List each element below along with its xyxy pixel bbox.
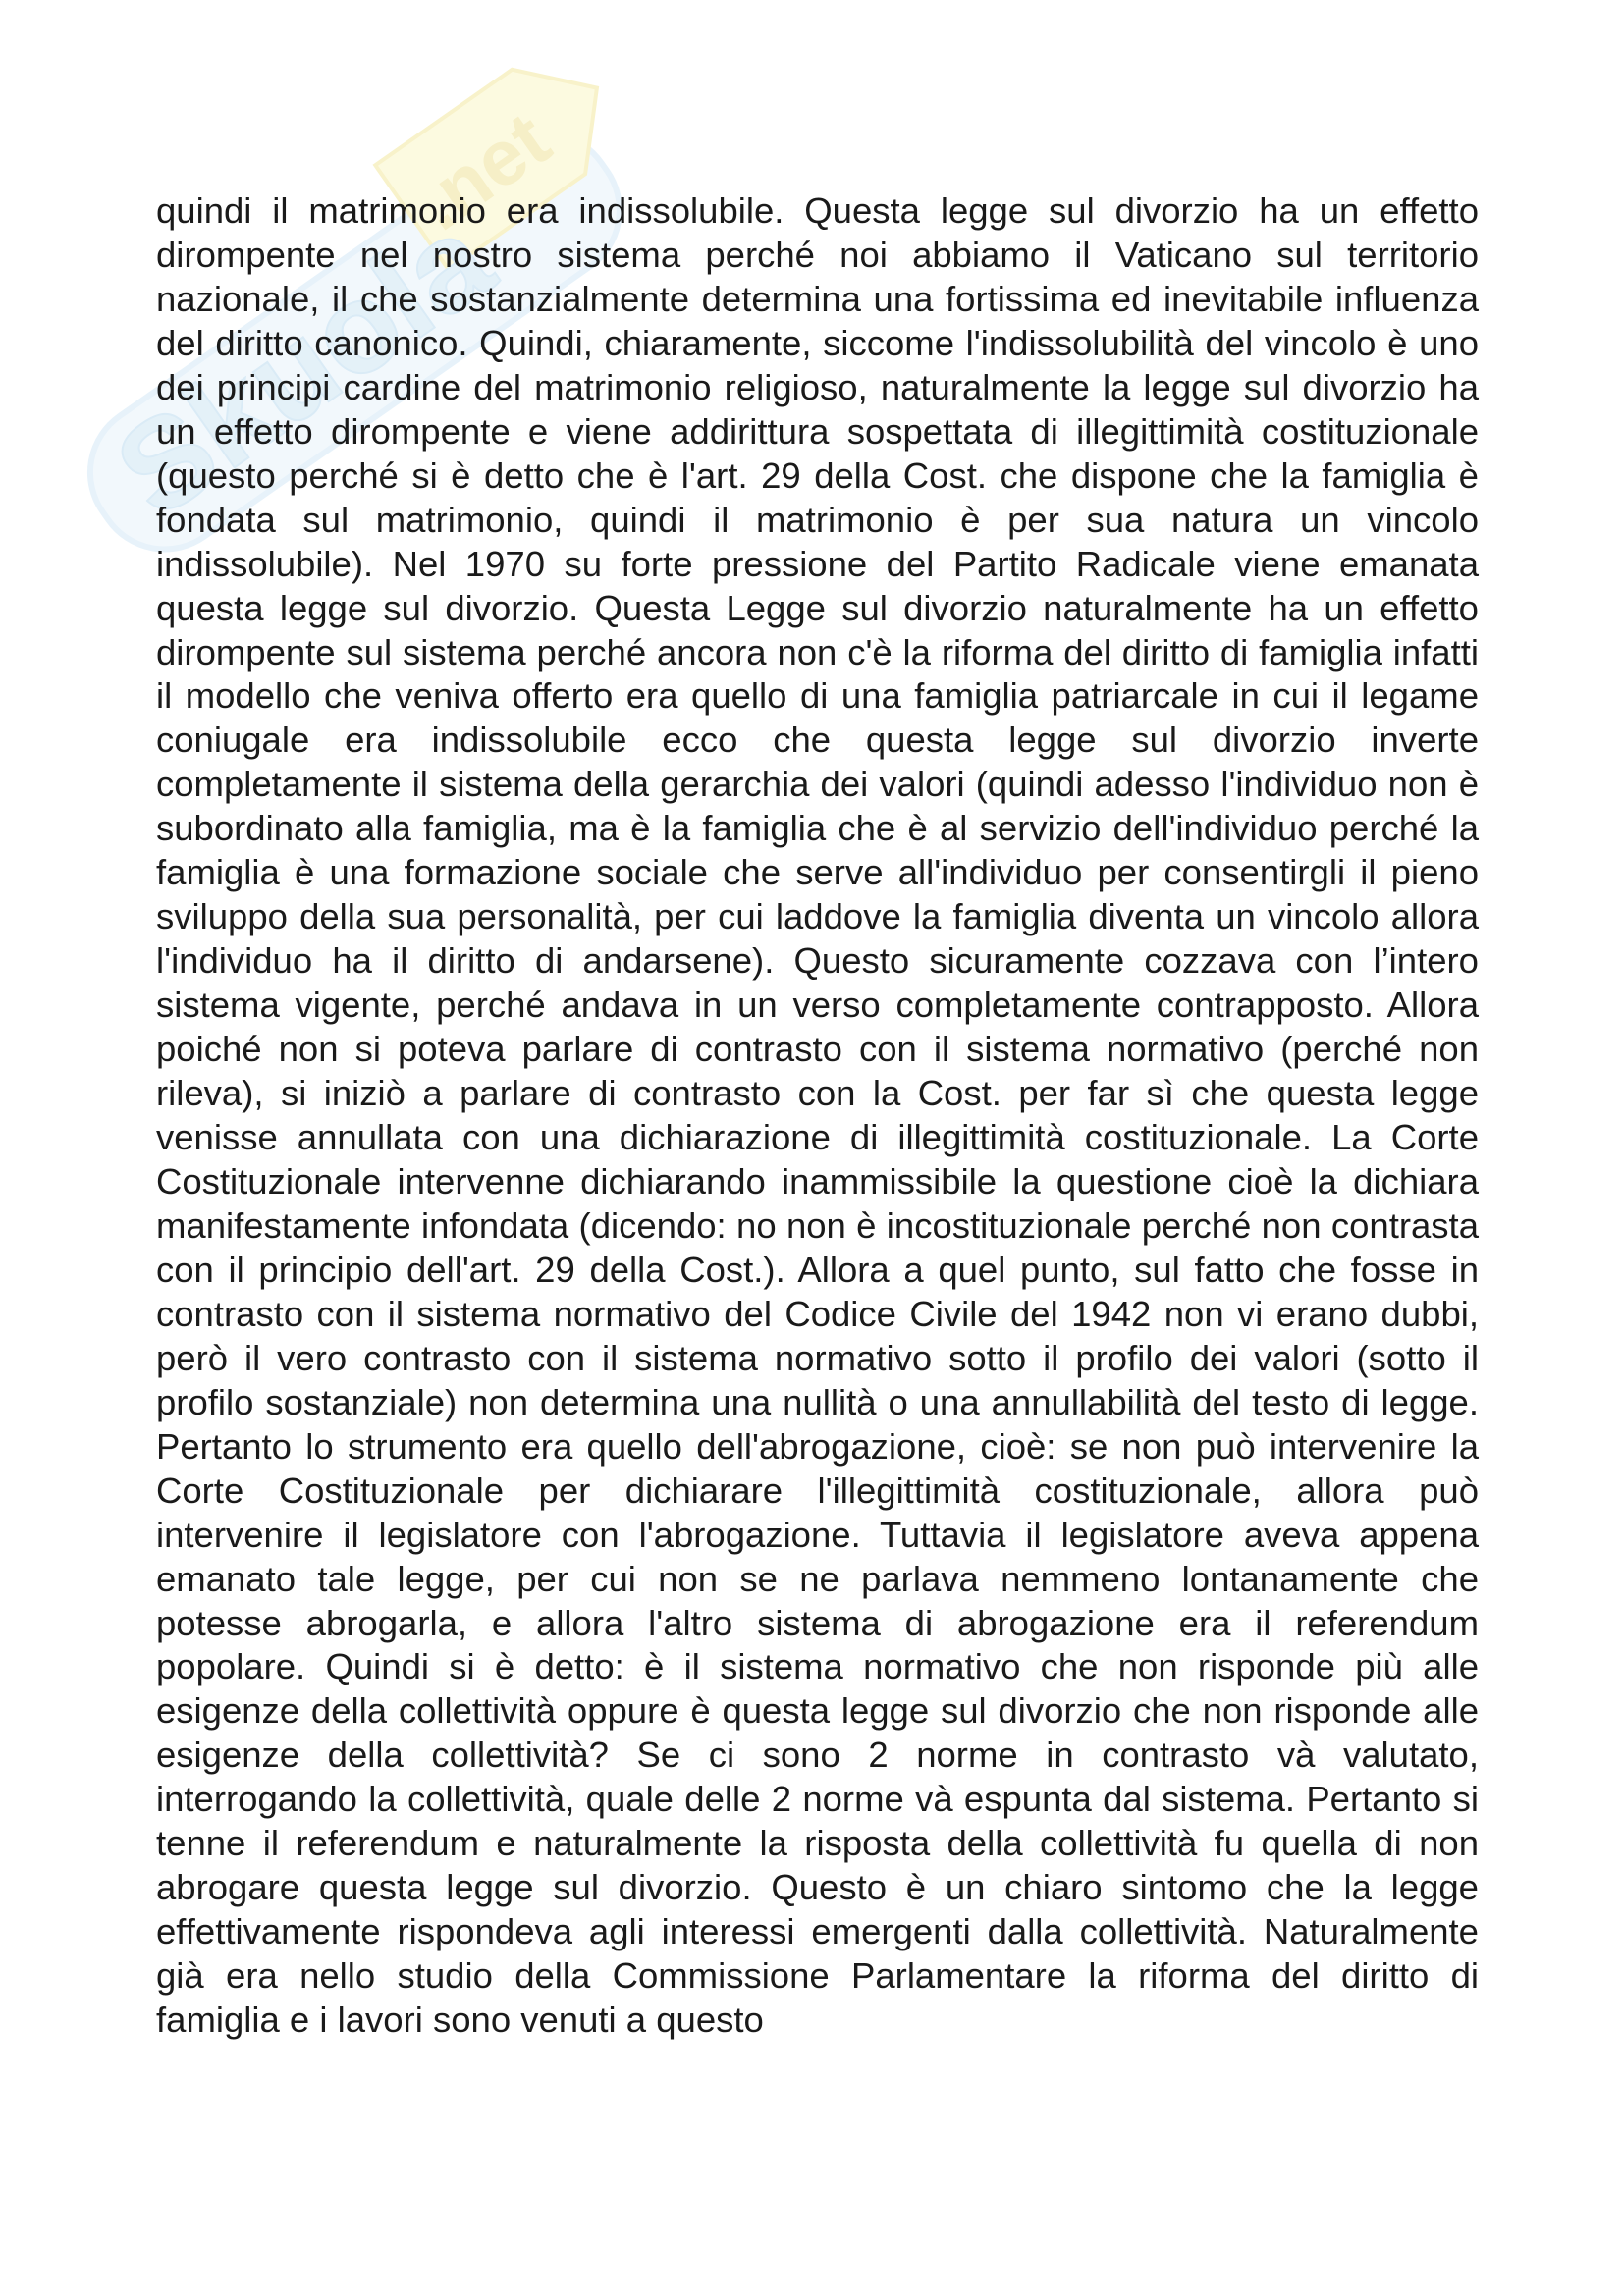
svg-text:.net: .net bbox=[400, 94, 566, 247]
body-paragraph: quindi il matrimonio era indissolubile. Questa legge sul divorzio ha un effetto dirompente nel nostro sistema perché noi abbiamo il Vaticano sul territorio nazionale, il che sostanzialmente determina una fortissima ed inevitabile influenza del diritto canonico. Quindi, chiaramente, siccome l'indissolubilità del vincolo è uno dei principi cardine del matrimonio religioso, naturalmente la legge sul divorzio ha un effetto dirompente e viene addirittura sospettata di illegittimità costituzionale (questo perché si è detto che è l'art. 29 della Cost. che dispone che la famiglia è fondata sul matrimonio, quindi il matrimonio è per sua natura un vincolo indissolubile). Nel 1970 su forte pressione del Partito Radicale viene emanata questa legge sul divorzio. Questa Legge sul divorzio naturalmente ha un effetto dirompente sul sistema perché ancora non c'è la riforma del diritto di famiglia infatti il modello che veniva offerto era quello di una famiglia patriarcale in cui il legame coniugale era indissolubile ecco che questa legge sul divorzio inverte completamente il sistema della gerarchia dei valori (quindi adesso l'individuo non è subordinato alla famiglia, ma è la famiglia che è al servizio dell'individuo perché la famiglia è una formazione sociale che serve all'individuo per consentirgli il pieno sviluppo della sua personalità, per cui laddove la famiglia diventa un vincolo allora l'individuo ha il diritto di andarsene). Questo sicuramente cozzava con l’intero sistema vigente, perché andava in un verso completamente contrapposto. Allora poiché non si poteva parlare di contrasto con il sistema normativo (perché non rileva), si iniziò a parlare di contrasto con la Cost. per far sì che questa legge venisse annullata con una dichiarazione di illegittimità costituzionale. La Corte Costituzionale intervenne dichiarando inammissibile la questione cioè la dichiara manifestamente infondata (dicendo: no non è incostituzionale perché non contrasta con il principio dell'art. 29 della Cost.). Allora a quel punto, sul fatto che fosse in contrasto con il sistema normativo del Codice Civile del 1942 non vi erano dubbi, però il vero contrasto con il sistema normativo sotto il profilo dei valori (sotto il profilo sostanziale) non determina una nullità o una annullabilità del testo di legge. Pertanto lo strumento era quello dell'abrogazione, cioè: se non può intervenire la Corte Costituzionale per dichiarare l'illegittimità costituzionale, allora può intervenire il legislatore con l'abrogazione. Tuttavia il legislatore aveva appena emanato tale legge, per cui non se ne parlava nemmeno lontanamente che potesse abrogarla, e allora l'altro sistema di abrogazione era il referendum popolare. Quindi si è detto: è il sistema normativo che non risponde più alle esigenze della collettività oppure è questa legge sul divorzio che non risponde alle esigenze della collettività? Se ci sono 2 norme in contrasto và valutato, interrogando la collettività, quale delle 2 norme và espunta dal sistema. Pertanto si tenne il referendum e naturalmente la risposta della collettività fu quella di non abrogare questa legge sul divorzio. Questo è un chiaro sintomo che la legge effettivamente rispondeva agli interessi emergenti dalla collettività. Naturalmente già era nello studio della Commissione Parlamentare la riforma del diritto di famiglia e i lavori sono venuti a questo bbox=[156, 190, 1479, 2041]
svg-text:Skuola: Skuola bbox=[90, 187, 516, 545]
